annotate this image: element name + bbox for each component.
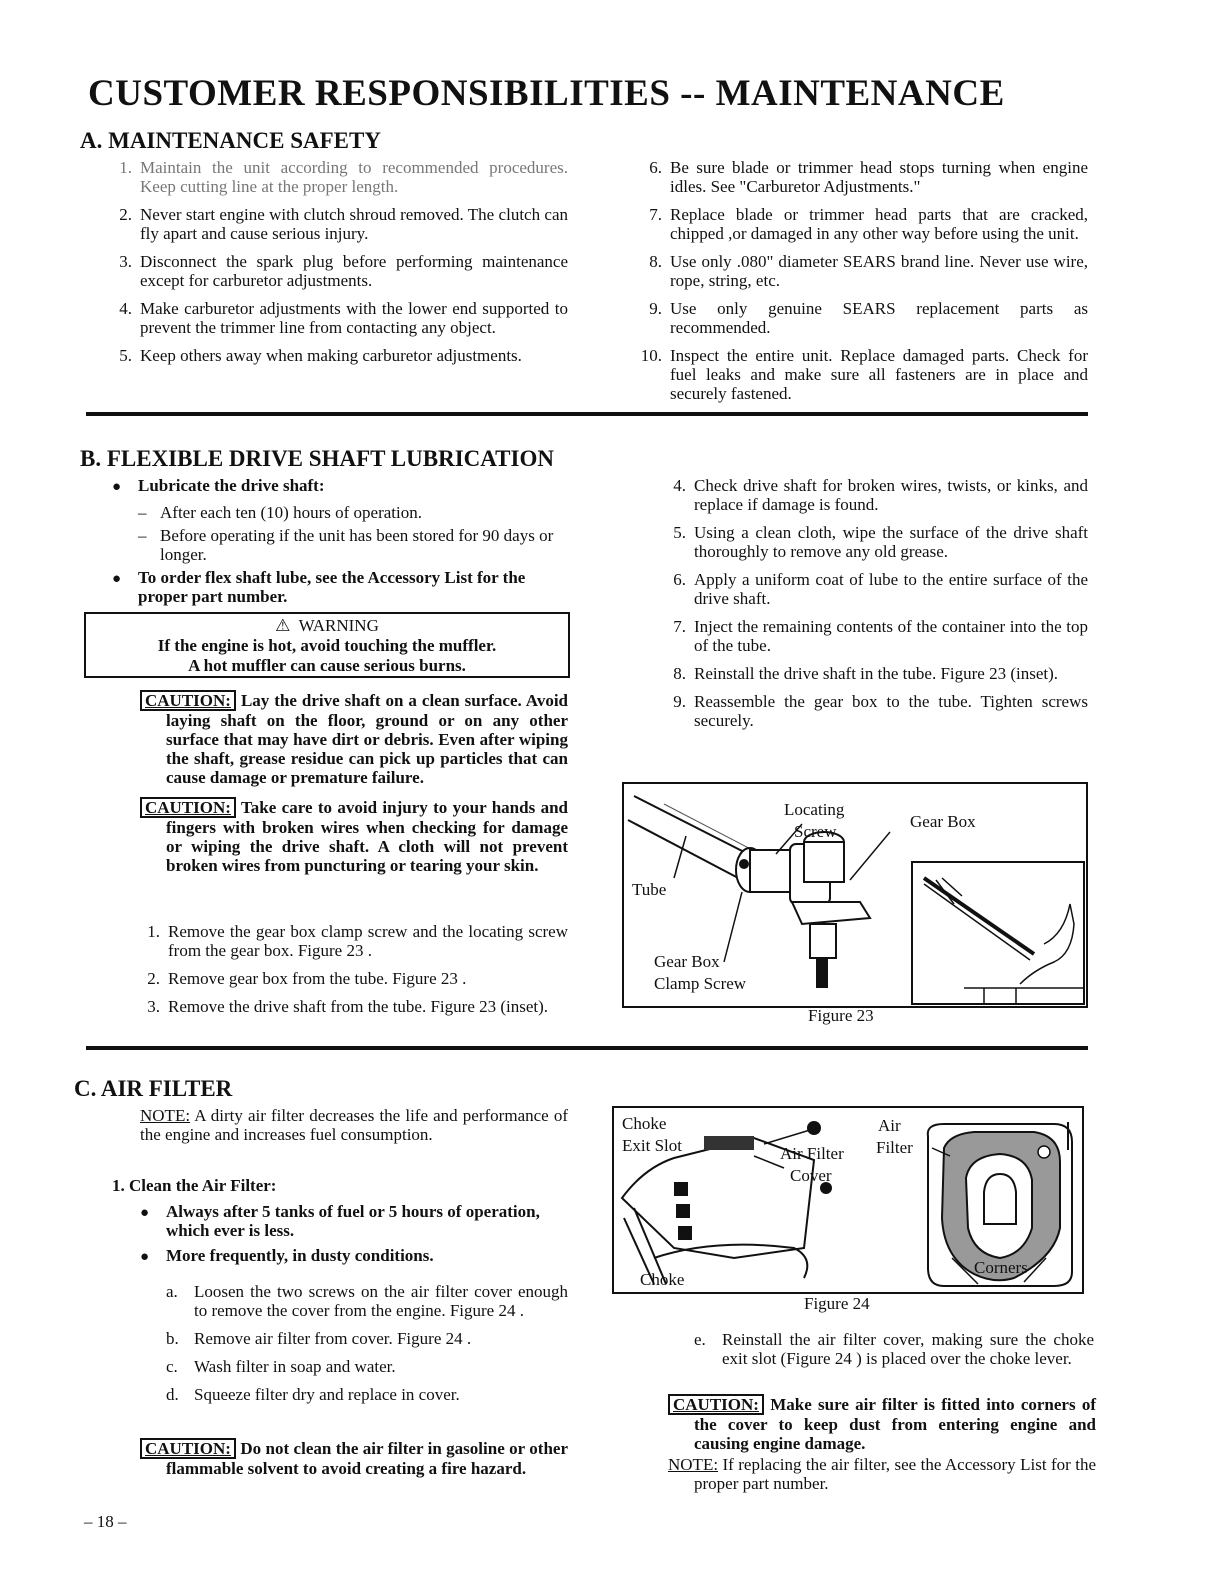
section-b-steps-left [134, 922, 568, 1025]
figure-24-caption: Figure 24 [804, 1294, 870, 1313]
list-item: e. Reinstall the air filter cover, making sure the choke exit slot (Figure 24 ) is placed over the choke lever. [694, 1330, 1094, 1368]
list-item: 3. Disconnect the spark plug before performing maintenance except for carburetor adjustments. [119, 252, 568, 290]
section-c-substeps [166, 1282, 568, 1413]
list-item: 4. Check drive shaft for broken wires, twists, or kinks, and replace if damage is found. [673, 476, 1088, 514]
list-item: b. Remove air filter from cover. Figure 24 . [166, 1329, 472, 1348]
label-filter: Filter [876, 1138, 913, 1157]
list-item: ● Lubricate the drive shaft: [112, 476, 325, 495]
label-clamp: Gear Box [654, 952, 720, 971]
list-item: ● Always after 5 tanks of fuel or 5 hours of operation, which ever is less. [140, 1202, 540, 1240]
list-item: 6. Apply a uniform coat of lube to the entire surface of the drive shaft. [673, 570, 1088, 608]
label-air: Air [878, 1116, 901, 1135]
list-item: – Before operating if the unit has been stored for 90 days or longer. [138, 526, 554, 564]
section-b-cautions [140, 690, 568, 885]
label-corners: Corners [974, 1258, 1028, 1277]
list-item: 2. Remove gear box from the tube. Figure 23 . [147, 969, 467, 988]
section-a-left-list [106, 158, 568, 374]
list-item: d. Squeeze filter dry and replace in cover. [166, 1385, 460, 1404]
warning-icon: ⚠ [275, 616, 291, 635]
label-choke-exit: Choke [622, 1114, 667, 1133]
figure-23 [622, 782, 1088, 1008]
divider [86, 412, 1088, 416]
label-cover: Cover [790, 1166, 832, 1185]
list-item: 3. Remove the drive shaft from the tube. Figure 23 (inset). [147, 997, 549, 1016]
section-a-right-list [630, 158, 1088, 412]
list-item: 10. Inspect the entire unit. Replace damaged parts. Check for fuel leaks and make sure all fasteners are in place and securely fastened. [640, 346, 1088, 403]
list-item: 7. Inject the remaining contents of the container into the top of the tube. [673, 617, 1088, 655]
list-item: 1. Remove the gear box clamp screw and the locating screw from the gear box. Figure 23 . [147, 922, 568, 960]
section-c-note: NOTE: A dirty air filter decreases the life and performance of the engine and increases fuel consumption. [140, 1106, 568, 1144]
warning-title: WARNING [298, 616, 379, 635]
list-item: 6. Be sure blade or trimmer head stops turning when engine idles. See "Carburetor Adjustments." [649, 158, 1088, 196]
list-item: 2. Never start engine with clutch shroud removed. The clutch can fly apart and cause serious injury. [119, 205, 568, 243]
label-choke-exit-slot: Exit Slot [622, 1136, 682, 1155]
label-gear-box: Gear Box [910, 812, 976, 831]
section-c-step1: 1. Clean the Air Filter: [112, 1176, 277, 1195]
divider [86, 1046, 1088, 1050]
warning-box [84, 612, 570, 678]
caution-note: CAUTION: Do not clean the air filter in gasoline or other flammable solvent to avoid creating a fire hazard. [140, 1438, 568, 1478]
label-screw: Screw [794, 822, 837, 841]
list-item: 5. Using a clean cloth, wipe the surface of the drive shaft thoroughly to remove any old grease. [673, 523, 1088, 561]
figure-23-caption: Figure 23 [808, 1006, 874, 1025]
section-b-left [112, 476, 568, 612]
caution-note: CAUTION: Make sure air filter is fitted into corners of the cover to keep dust from entering engine and causing engine damage. [668, 1394, 1096, 1453]
label-tube: Tube [632, 880, 667, 899]
section-b-heading: B. FLEXIBLE DRIVE SHAFT LUBRICATION [80, 446, 554, 471]
label-clamp-screw: Clamp Screw [654, 974, 747, 993]
list-item: 1. Maintain the unit according to recommended procedures. Keep cutting line at the proper length. [119, 158, 568, 196]
section-b-steps-right [660, 476, 1088, 739]
section-c-bullets [140, 1202, 568, 1273]
list-item: 9. Use only genuine SEARS replacement parts as recommended. [649, 299, 1088, 337]
page-number: – 18 – [84, 1512, 127, 1531]
page-title: CUSTOMER RESPONSIBILITIES -- MAINTENANCE [88, 73, 1005, 114]
section-c-substep-e [694, 1330, 1094, 1377]
list-item: – After each ten (10) hours of operation. [138, 503, 422, 522]
list-item: ● To order flex shaft lube, see the Accessory List for the proper part number. [112, 568, 526, 606]
warning-text: If the engine is hot, avoid touching the muffler. [157, 636, 497, 655]
list-item: 8. Reinstall the drive shaft in the tube. Figure 23 (inset). [673, 664, 1059, 683]
section-c-caution-right [668, 1394, 1096, 1493]
gearbox-diagram [624, 784, 1086, 1006]
list-item: a. Loosen the two screws on the air filter cover enough to remove the cover from the engine. Figure 24 . [166, 1282, 568, 1320]
list-item: c. Wash filter in soap and water. [166, 1357, 396, 1376]
section-a-heading: A. MAINTENANCE SAFETY [80, 128, 381, 153]
section-c-note2: NOTE: If replacing the air filter, see the Accessory List for the proper part number. [668, 1455, 1096, 1493]
label-choke: Choke [640, 1270, 685, 1289]
caution-note: CAUTION: Take care to avoid injury to your hands and fingers with broken wires when checking for damage or wiping the drive shaft. A cloth will not prevent broken wires from puncturing or tearing your skin. [140, 797, 568, 875]
list-item: 5. Keep others away when making carburetor adjustments. [119, 346, 522, 365]
list-item: 4. Make carburetor adjustments with the lower end supported to prevent the trimmer line from contacting any object. [119, 299, 568, 337]
section-c-heading: C. AIR FILTER [74, 1076, 233, 1101]
label-locating: Locating [784, 800, 845, 819]
list-item: ● More frequently, in dusty conditions. [140, 1246, 434, 1265]
figure-24 [612, 1106, 1084, 1294]
list-item: 8. Use only .080" diameter SEARS brand line. Never use wire, rope, string, etc. [649, 252, 1088, 290]
label-air-filter-cover: Air Filter [780, 1144, 844, 1163]
caution-note: CAUTION: Lay the drive shaft on a clean surface. Avoid laying shaft on the floor, ground or on any other surface that may have dirt or debris. Even after wiping the shaft, grease residue can pick up particles that can cause damage or premature failure. [140, 690, 568, 787]
list-item: 7. Replace blade or trimmer head parts that are cracked, chipped ,or damaged in any other way before using the unit. [649, 205, 1088, 243]
warning-text: A hot muffler can cause serious burns. [188, 656, 466, 675]
section-c-caution-left [140, 1438, 568, 1488]
list-item: 9. Reassemble the gear box to the tube. Tighten screws securely. [673, 692, 1088, 730]
